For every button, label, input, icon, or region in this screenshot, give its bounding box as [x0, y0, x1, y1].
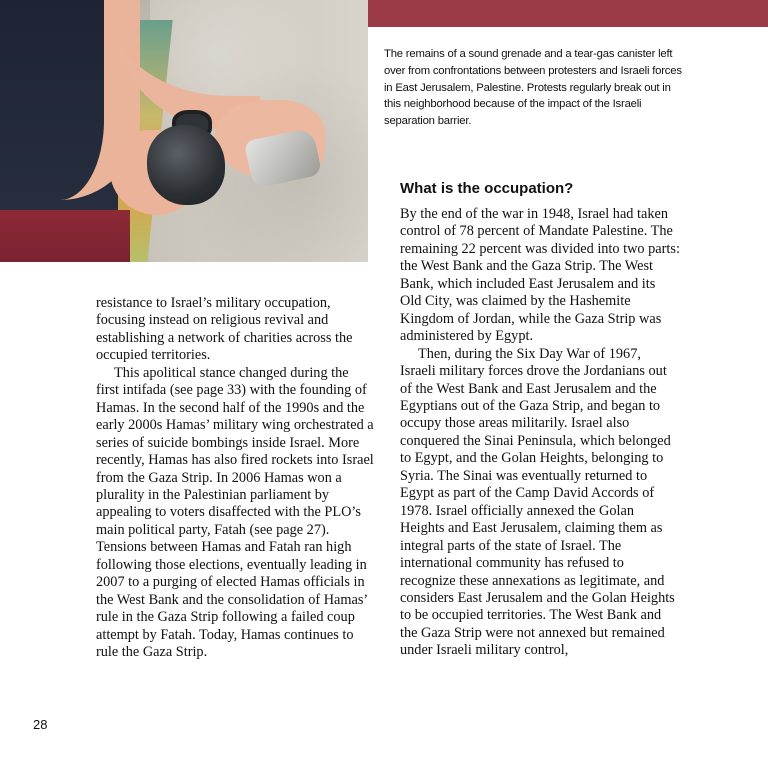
- photo-grenade-and-canister: [0, 0, 368, 262]
- left-paragraph-2: This apolitical stance changed during the first intifada (see page 33) with the founding of Hamas. In the second half of the 1990s and the early 2000s Hamas’ military wing orchestrated a series of suicide bombings inside Israel. More recently, Hamas has also fired rockets into Israel from the Gaza Strip. In 2006 Hamas won a plurality in the Palestinian parliament by appealing to voters disaffected with the PLO’s main political party, Fatah (see page 27). Tensions between Hamas and Fatah ran high following those elections, eventually leading in 2007 to a purging of elected Hamas officials in the West Bank and the consolidation of Hamas’ rule in the Gaza Strip following a failed coup attempt by Fatah. Today, Hamas continues to rule the Gaza Strip.: [96, 364, 374, 661]
- photo-caption: The remains of a sound grenade and a tear-gas canister left over from confrontations between protesters and Israeli forces in East Jerusalem, Palestine. Protests regularly break out in this neighborhood because of the impact of the Israeli separation barrier.: [384, 48, 682, 128]
- left-paragraph-1: resistance to Israel’s military occupation, focusing instead on religious revival and establishing a network of charities across the occupied territories.: [96, 295, 353, 364]
- left-column: [96, 295, 374, 662]
- page-number: 28: [33, 717, 48, 732]
- photo-sound-grenade: [147, 125, 225, 205]
- accent-bar: [368, 0, 768, 27]
- right-paragraph-1: By the end of the war in 1948, Israel had taken control of 78 percent of Mandate Palestine. The remaining 22 percent was divided into two parts: the West Bank and the Gaza Strip. The West Bank, which included East Jerusalem and its Old City, was claimed by the Hashemite Kingdom of Jordan, while the Gaza Strip was administered by Egypt.: [400, 206, 680, 345]
- right-paragraph-2: Then, during the Six Day War of 1967, Israeli military forces drove the Jordanians out of the West Bank and East Jerusalem and the Egyptians out of the Gaza Strip, and began to occupy those areas militarily. Israel also conquered the Sinai Peninsula, which belonged to Egypt, and the Golan Heights, belonging to Syria. The Sinai was eventually returned to Egypt as part of the Camp David Accords of 1978. Israel officially annexed the Golan Heights and East Jerusalem, claiming them as integral parts of the state of Israel. The international community has refused to recognize these annexations as legitimate, and considers East Jerusalem and the Golan Heights to be occupied territories. The West Bank and the Gaza Strip were not annexed but remained under Israeli military control,: [400, 345, 675, 659]
- section-heading: What is the occupation?: [400, 180, 574, 197]
- photo-skirt: [0, 210, 130, 262]
- right-column: [400, 206, 680, 660]
